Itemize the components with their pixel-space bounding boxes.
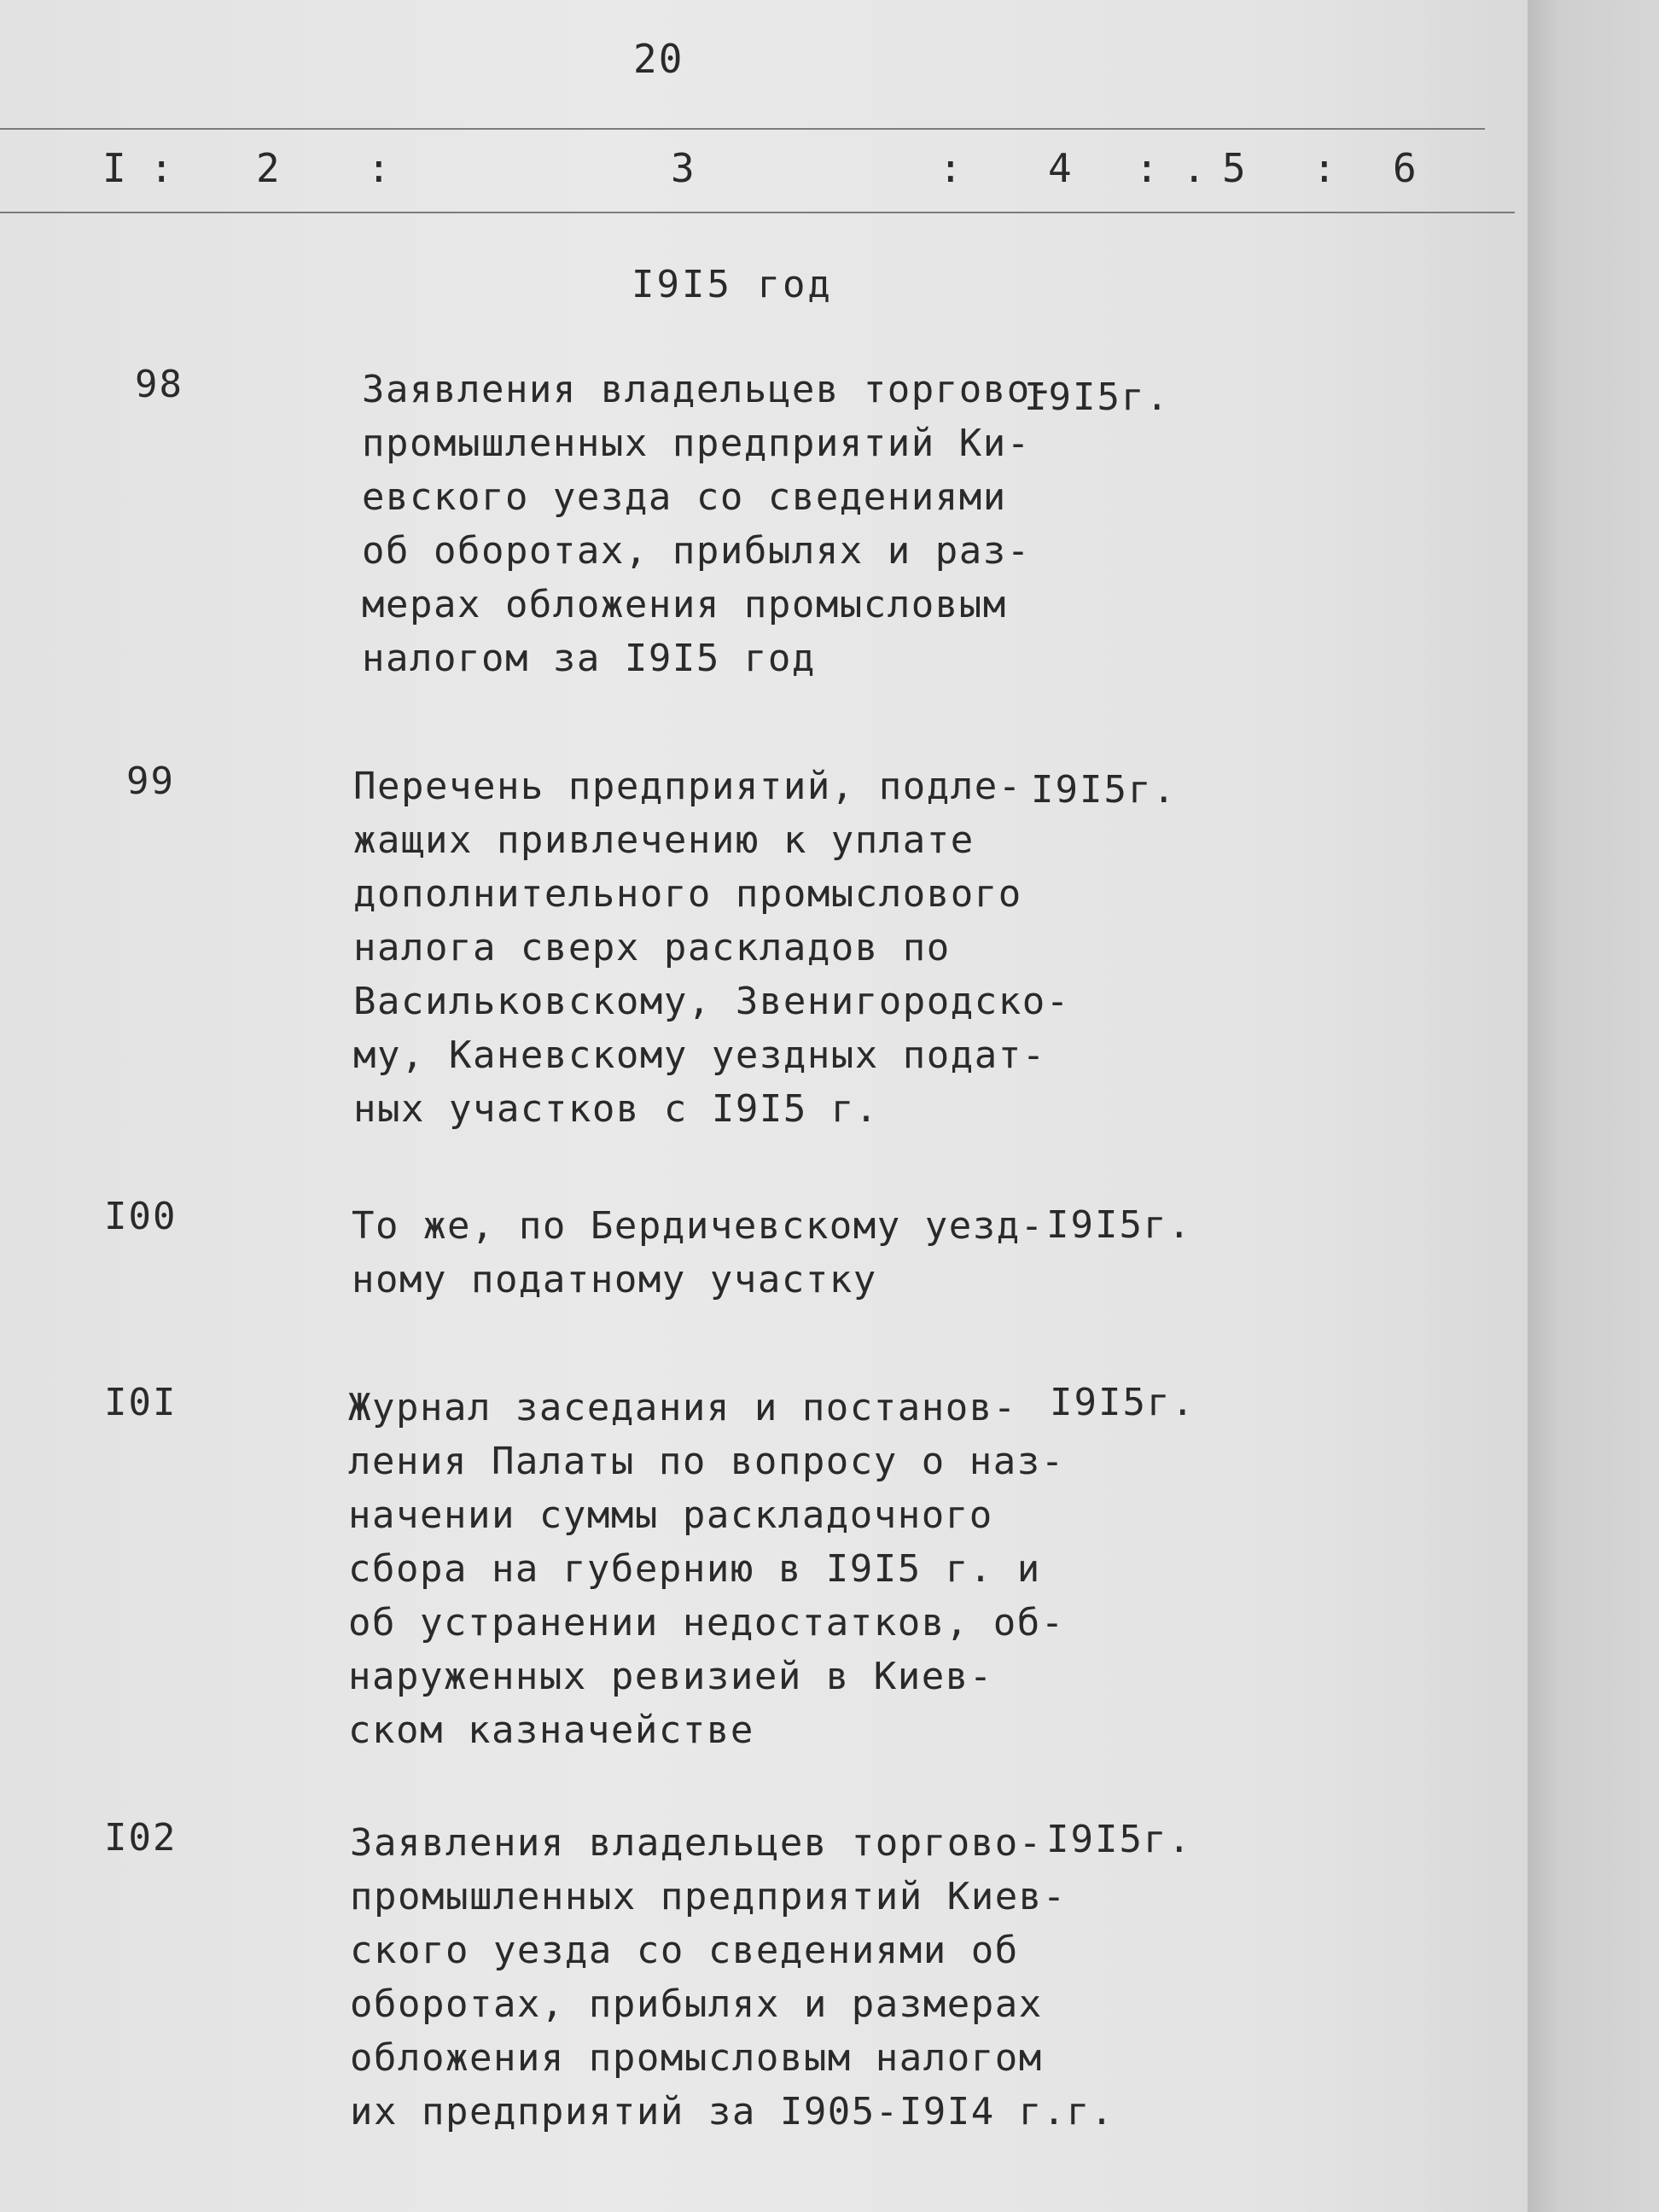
entry-date: I9I5г. <box>1046 1203 1192 1247</box>
description-line: Заявления владельцев торгово- <box>362 368 1055 411</box>
header-rule-top <box>0 128 1485 130</box>
column-number-6: 6 <box>1393 145 1417 191</box>
description-line: сбора на губернию в I9I5 г. и <box>348 1547 1041 1591</box>
description-line: промышленных предприятий Ки- <box>362 422 1031 465</box>
entry-date: I9I5г. <box>1046 1818 1192 1861</box>
column-separator: : <box>939 145 963 191</box>
entry-date: I9I5г. <box>1031 768 1177 812</box>
description-line: ному податному участку <box>352 1258 877 1301</box>
column-separator: : . <box>1135 145 1207 191</box>
description-line: об оборотах, прибылях и раз- <box>362 529 1031 573</box>
description-line: начении суммы раскладочного <box>348 1493 993 1537</box>
description-line: дополнительного промыслового <box>353 872 1022 916</box>
entry-date: I9I5г. <box>1024 375 1170 419</box>
entry-number: 99 <box>126 760 175 803</box>
entry-description <box>353 760 1070 1136</box>
entry-date: I9I5г. <box>1050 1381 1196 1424</box>
page-number: 20 <box>633 36 684 82</box>
entry-description <box>348 1381 1065 1757</box>
description-line: ления Палаты по вопросу о наз- <box>348 1440 1065 1483</box>
description-line: жащих привлечению к уплате <box>353 818 975 862</box>
description-line: ском казначействе <box>348 1708 754 1752</box>
description-line: налогом за I9I5 год <box>362 637 816 680</box>
description-line: ных участков с I9I5 г. <box>353 1087 879 1131</box>
description-line: оборотах, прибылях и размерах <box>350 1982 1043 2026</box>
description-line: евского уезда со сведениями <box>362 475 1007 519</box>
entry-description <box>350 1816 1115 2139</box>
entry-number: I0I <box>104 1381 178 1424</box>
description-line: промышленных предприятий Киев- <box>350 1875 1067 1918</box>
description-line: мерах обложения промысловым <box>362 583 1007 626</box>
year-heading: I9I5 год <box>632 263 833 306</box>
description-line: му, Каневскому уездных подат- <box>353 1033 1046 1077</box>
entry-description <box>352 1199 1045 1307</box>
entry-description <box>362 363 1055 685</box>
description-line: об устранении недостатков, об- <box>348 1601 1065 1644</box>
column-number-5: 5 <box>1222 145 1246 191</box>
description-line: налога сверх раскладов по <box>353 926 951 969</box>
description-line: Журнал заседания и постанов- <box>348 1386 1017 1429</box>
entry-number: 98 <box>135 363 183 406</box>
column-number-4: 4 <box>1048 145 1072 191</box>
description-line: Перечень предприятий, подле- <box>353 765 1022 808</box>
entry-number: I02 <box>104 1816 178 1860</box>
header-rule-bottom <box>0 212 1515 213</box>
description-line: их предприятий за I905-I9I4 г.г. <box>350 2090 1115 2133</box>
description-line: Васильковскому, Звенигородско- <box>353 980 1070 1023</box>
column-number-2: 2 <box>256 145 280 191</box>
description-line: наруженных ревизией в Киев- <box>348 1655 993 1698</box>
page-edge-shadow <box>1528 0 1659 2212</box>
description-line: ского уезда со сведениями об <box>350 1929 1019 1972</box>
entry-number: I00 <box>104 1195 178 1238</box>
description-line: обложения промысловым налогом <box>350 2036 1043 2080</box>
description-line: То же, по Бердичевскому уезд- <box>352 1204 1045 1248</box>
description-line: Заявления владельцев торгово- <box>350 1821 1043 1865</box>
column-separator: : <box>1313 145 1336 191</box>
column-separator: : <box>367 145 391 191</box>
column-number-1: I : <box>102 145 174 191</box>
column-number-3: 3 <box>671 145 695 191</box>
